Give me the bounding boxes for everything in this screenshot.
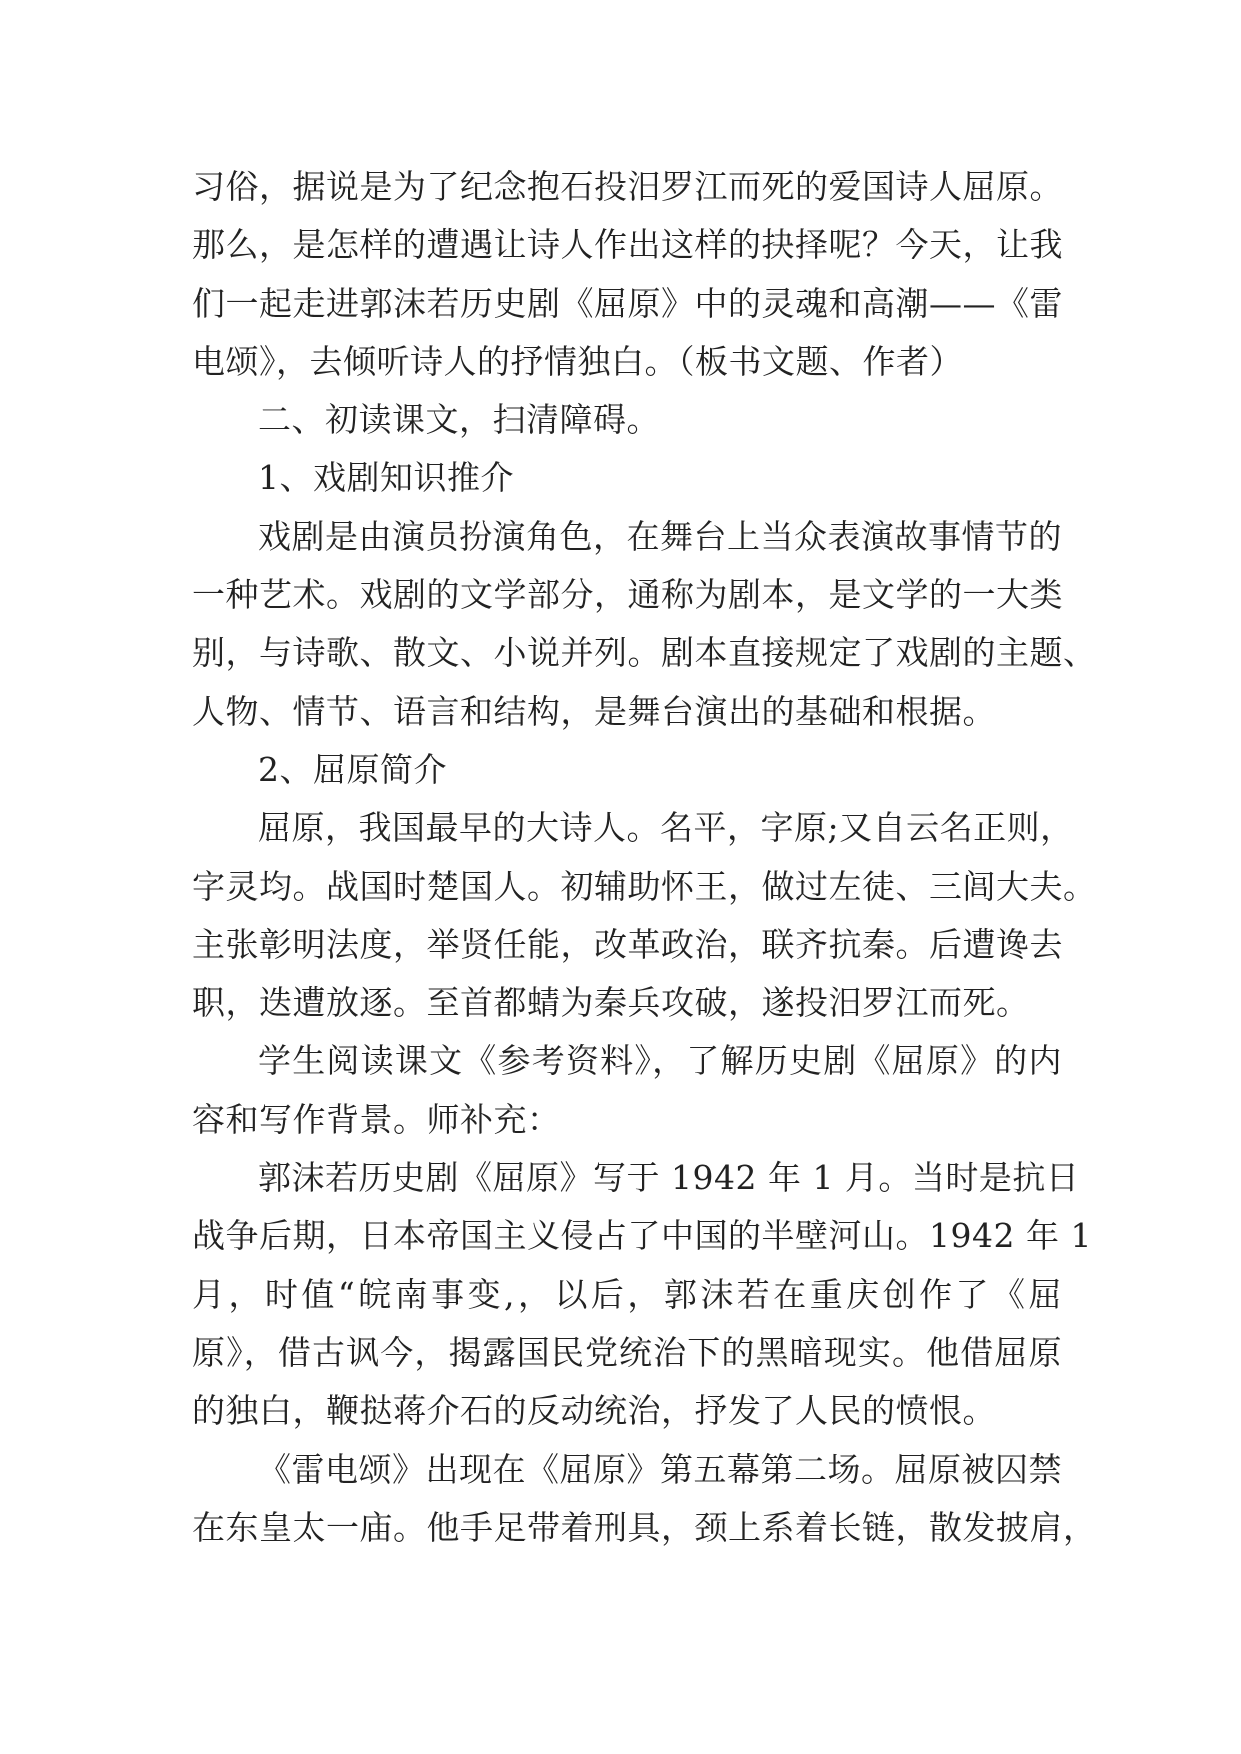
text-line: 原》，借古讽今，揭露国民党统治下的黑暗现实。他借屈原 <box>192 1332 1062 1372</box>
text-line: 1、戏剧知识推介 <box>258 458 514 498</box>
text-line: 二、初读课文，扫清障碍。 <box>258 400 660 440</box>
text-line: 们一起走进郭沫若历史剧《屈原》中的灵魂和高潮——《雷 <box>192 283 1063 323</box>
text-line: 字灵均。战国时楚国人。初辅助怀王，做过左徒、三闾大夫。 <box>192 866 1097 906</box>
text-line: 战争后期，日本帝国主义侵占了中国的半壁河山。1942 年 1 <box>192 1216 1092 1256</box>
text-line: 职，迭遭放逐。至首都蜻为秦兵攻破，遂投汨罗江而死。 <box>192 983 1030 1023</box>
text-line: 月，时值“皖南事变,，以后，郭沫若在重庆创作了《屈 <box>192 1274 1062 1314</box>
text-line: 的独白，鞭挞蒋介石的反动统治，抒发了人民的愤恨。 <box>192 1391 996 1431</box>
text-line: 习俗，据说是为了纪念抱石投汨罗江而死的爱国诗人屈原。 <box>192 167 1063 206</box>
text-line: 人物、情节、语言和结构，是舞台演出的基础和根据。 <box>192 691 996 731</box>
text-line: 那么，是怎样的遭遇让诗人作出这样的抉择呢？今天，让我 <box>192 225 1063 265</box>
body-text <box>192 158 1097 1557</box>
text-line: 《雷电颂》出现在《屈原》第五幕第二场。屈原被囚禁 <box>258 1449 1062 1489</box>
text-line: 主张彰明法度，举贤任能，改革政治，联齐抗秦。后遭谗去 <box>192 924 1063 964</box>
text-line: 电颂》，去倾听诗人的抒情独白。（板书文题、作者） <box>192 341 963 381</box>
text-line: 一种艺术。戏剧的文学部分，通称为剧本，是文学的一大类 <box>192 575 1063 615</box>
text-line: 郭沫若历史剧《屈原》写于 1942 年 1 月。当时是抗日 <box>258 1158 1080 1198</box>
text-line: 学生阅读课文《参考资料》，了解历史剧《屈原》的内 <box>258 1041 1062 1081</box>
text-line: 戏剧是由演员扮演角色，在舞台上当众表演故事情节的 <box>258 516 1062 556</box>
text-line: 2、屈原简介 <box>258 749 447 789</box>
text-line: 容和写作背景。师补充： <box>192 1099 561 1139</box>
text-line: 别，与诗歌、散文、小说并列。剧本直接规定了戏剧的主题、 <box>192 633 1097 673</box>
text-line: 在东皇太一庙。他手足带着刑具，颈上系着长链，散发披肩， <box>192 1507 1097 1547</box>
text-line: 屈原，我国最早的大诗人。名平，字原;又自云名正则， <box>258 808 1074 848</box>
